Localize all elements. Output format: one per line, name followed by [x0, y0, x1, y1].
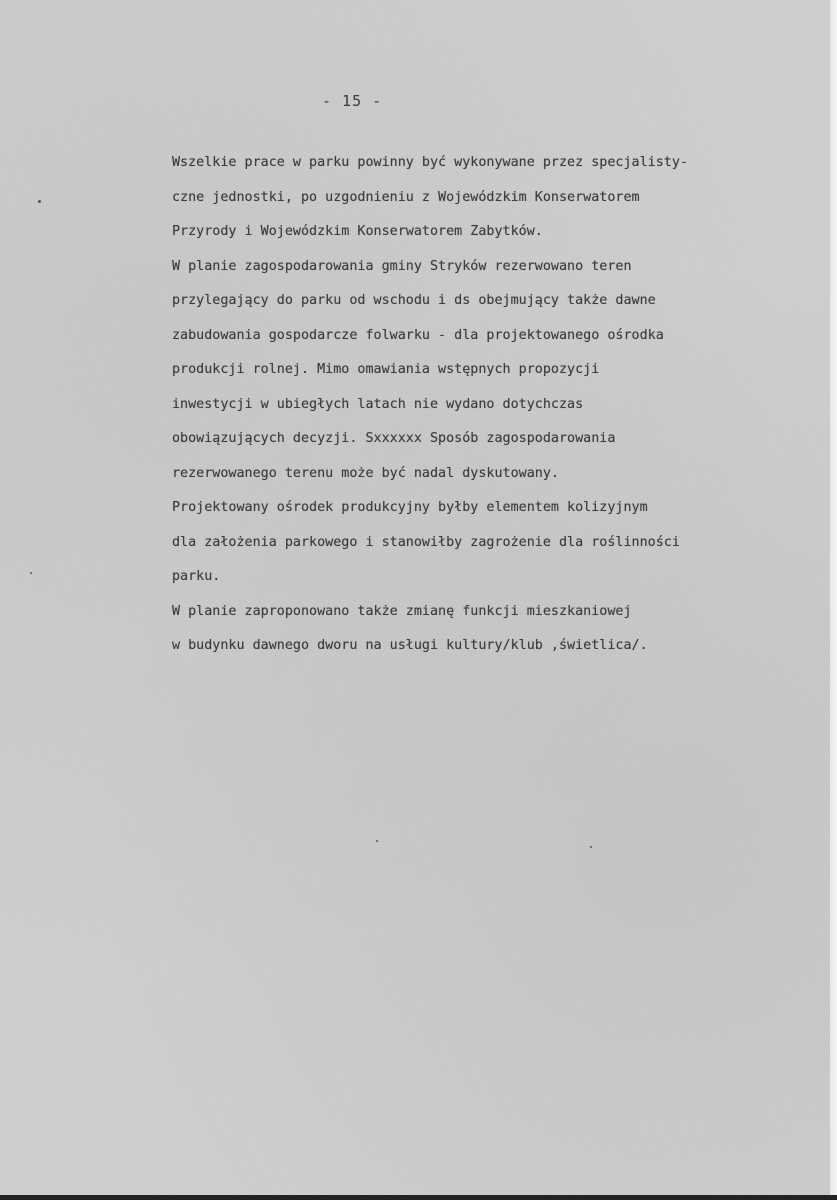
scan-edge [0, 1195, 837, 1200]
paper-speck [38, 200, 41, 203]
text-line: dla założenia parkowego i stanowiłby zagrożenie dla roślinności [172, 534, 680, 550]
text-line: rezerwowanego terenu może być nadal dyskutowany. [172, 465, 559, 481]
paper-speck [376, 840, 378, 842]
text-line: parku. [172, 569, 221, 584]
text-line: W planie zaproponowano także zmianę funkcji mieszkaniowej [172, 603, 632, 619]
text-line: Projektowany ośrodek produkcyjny byłby elementem kolizyjnym [172, 500, 648, 515]
text-line: w budynku dawnego dworu na usługi kultury/klub ,świetlica/. [172, 638, 648, 653]
text-line: czne jednostki, po uzgodnieniu z Wojewódzkim Konserwatorem [172, 189, 640, 205]
text-line: obowiązujących decyzji. Sxxxxxx Sposób zagospodarowania [172, 431, 616, 446]
text-line: inwestycji w ubiegłych latach nie wydano dotychczas [172, 396, 584, 412]
text-line: zabudowania gospodarcze folwarku - dla projektowanego ośrodka [172, 327, 664, 343]
scan-edge [830, 0, 837, 1200]
text-line: Przyrody i Wojewódzkim Konserwatorem Zabytków. [172, 224, 543, 239]
body-text [172, 150, 832, 668]
paper-speck [590, 846, 592, 848]
paper-speck [30, 572, 32, 574]
text-line: Wszelkie prace w parku powinny być wykonywane przez specjalisty- [172, 155, 688, 170]
text-line: produkcji rolnej. Mimo omawiania wstępnych propozycji [172, 362, 600, 377]
text-line: W planie zagospodarowania gminy Stryków rezerwowano teren [172, 258, 632, 274]
text-line: przylegający do parku od wschodu i ds obejmujący także dawne [172, 293, 656, 308]
page-number: - 15 - [322, 92, 383, 110]
